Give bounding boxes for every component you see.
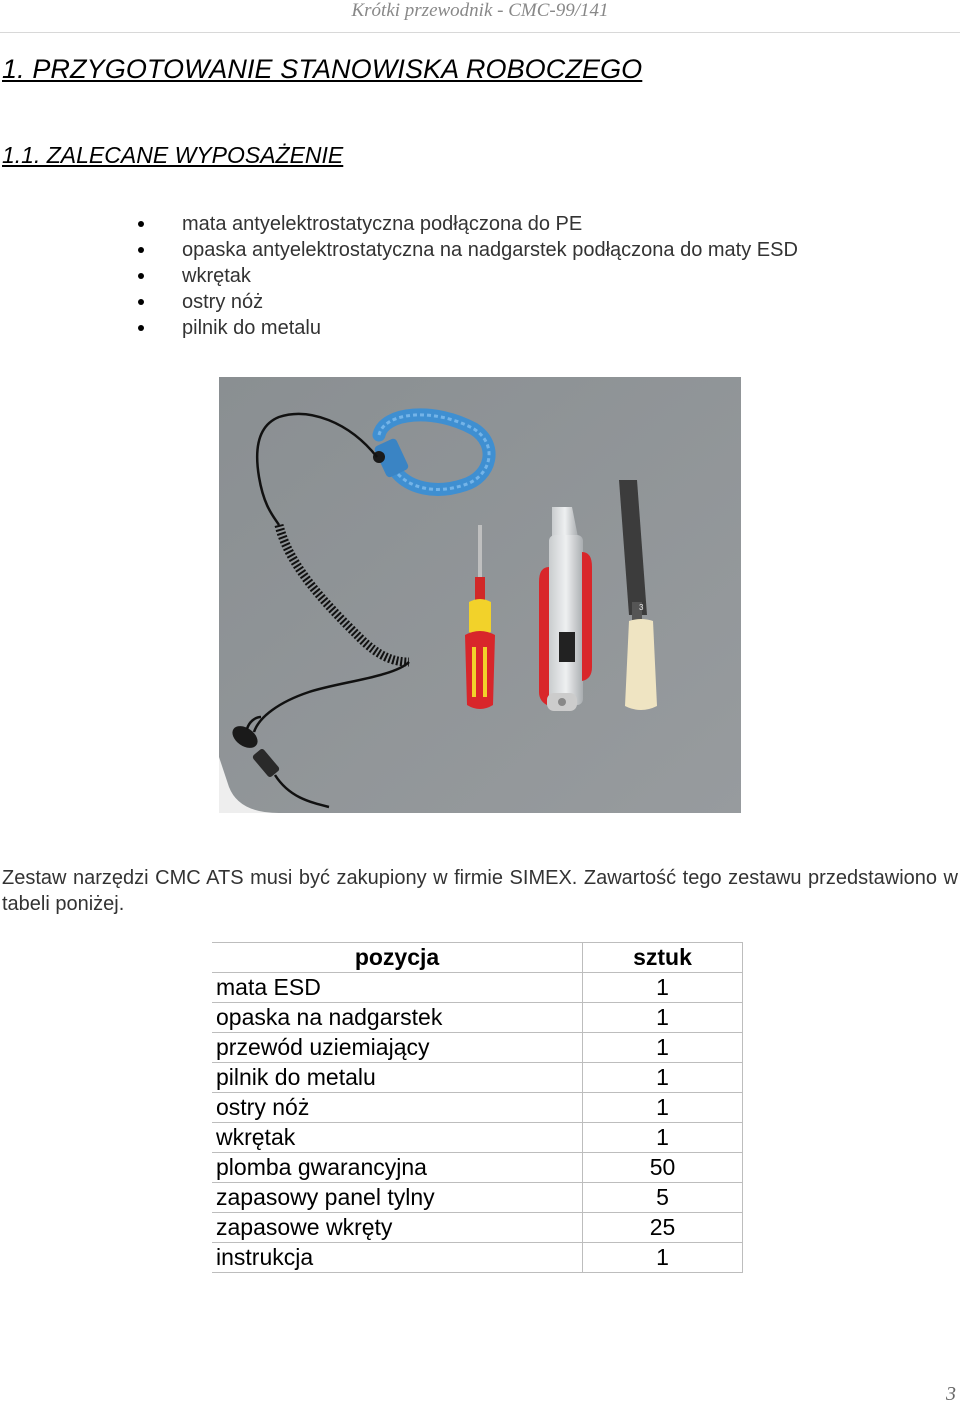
table-row [212,1183,743,1213]
list-item [0,237,798,263]
item-name: zapasowy panel tylny [212,1183,583,1213]
equipment-list [0,211,798,341]
list-item-label: opaska antyelektrostatyczna na nadgarstek podłączona do maty ESD [182,239,798,261]
column-header-item: pozycja [212,943,583,973]
item-quantity: 1 [583,1243,743,1273]
item-quantity: 1 [583,1093,743,1123]
table-row [212,973,743,1003]
list-item [0,211,798,237]
item-quantity: 1 [583,1033,743,1063]
item-quantity: 5 [583,1183,743,1213]
bullet-icon [138,325,144,331]
item-quantity: 50 [583,1153,743,1183]
list-item-label: mata antyelektrostatyczna podłączona do PE [182,213,583,235]
item-name: zapasowe wkręty [212,1213,583,1243]
table-row [212,1153,743,1183]
bullet-icon [138,299,144,305]
item-name: wkrętak [212,1123,583,1153]
table-row [212,1093,743,1123]
list-item [0,263,798,289]
kit-contents-table [212,942,743,1273]
list-item [0,289,798,315]
item-quantity: 1 [583,1063,743,1093]
table-row [212,1003,743,1033]
item-quantity: 1 [583,1123,743,1153]
list-item-label: ostry nóż [182,291,264,313]
table-row [212,1063,743,1093]
section-title: 1. PRZYGOTOWANIE STANOWISKA ROBOCZEGO [2,54,643,84]
item-name: opaska na nadgarstek [212,1003,583,1033]
item-quantity: 1 [583,973,743,1003]
table-row [212,1033,743,1063]
item-name: przewód uziemiający [212,1033,583,1063]
kit-paragraph: Zestaw narzędzi CMC ATS musi być zakupiony w firmie SIMEX. Zawartość tego zestawu przedstawiono w tabeli poniżej. [2,867,958,915]
table-row [212,1213,743,1243]
running-header: Krótki przewodnik - CMC-99/141 [351,0,609,21]
bullet-icon [138,273,144,279]
table-header-row [212,943,743,973]
page-number: 3 [946,1383,956,1405]
tools-photo [219,377,741,813]
subsection-title: 1.1. ZALECANE WYPOSAŻENIE [2,142,344,168]
list-item-label: pilnik do metalu [182,317,321,339]
item-quantity: 25 [583,1213,743,1243]
item-quantity: 1 [583,1003,743,1033]
list-item-label: wkrętak [182,265,251,287]
bullet-icon [138,221,144,227]
table-row [212,1123,743,1153]
column-header-quantity: sztuk [583,943,743,973]
svg-text:3: 3 [639,603,644,612]
table-row [212,1243,743,1273]
item-name: mata ESD [212,973,583,1003]
item-name: plomba gwarancyjna [212,1153,583,1183]
item-name: ostry nóż [212,1093,583,1123]
item-name: pilnik do metalu [212,1063,583,1093]
bullet-icon [138,247,144,253]
item-name: instrukcja [212,1243,583,1273]
list-item [0,315,798,341]
